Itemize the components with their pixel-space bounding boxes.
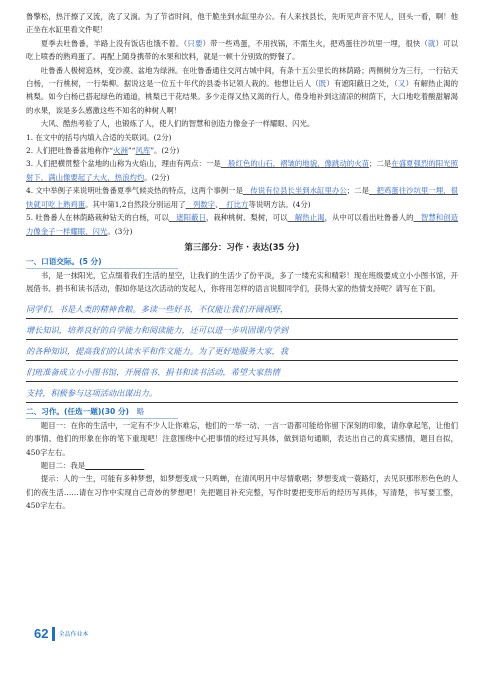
answer-q5-3: 智慧和创造力像金子一样耀眼、闪光 bbox=[26, 213, 458, 236]
answer-q3-1: 般红色的山石，褶皱的地貌，像跳动的火苗 bbox=[220, 159, 370, 169]
answer-line: 们班准备成立小小图书馆，开展借书、捐书和读书活动，希望大家热情 bbox=[26, 361, 458, 382]
question-2: 2. 人们把吐鲁番盆地称作“火洲”“风库”。(2分) bbox=[26, 146, 180, 156]
answer-q5-2: 解热止渴 bbox=[287, 213, 325, 223]
oral-communication-heading: 一、口语交际。(5 分) bbox=[26, 256, 178, 269]
question-1: 1. 在文中的括号内填入合适的关联词。(2分) bbox=[26, 132, 172, 142]
topic-2-blank bbox=[85, 461, 144, 470]
answer-q4-2: 把鸡蛋往沙坑里一埋，很快就可吃上熟鸡蛋 bbox=[26, 186, 458, 209]
question-4: 4. 文中举例子来说明吐鲁番夏季气候炎热的特点，这两个事例一是 传说有位县长坐到水缸里办公；二是 把鸡蛋往沙坑里一埋，很快就可吃上熟鸡蛋。其中第1,2自然段分别运用了 列数字、 打比方等说明方法。(4分) bbox=[26, 186, 458, 209]
reading-paragraph-3: 吐鲁番人极树造林，变沙漠、盆地为绿洲。在吐鲁番通往交河古城中间，有条十五公里长的林荫路；两侧树分为三行，一行钻天白杨，一行桃树，一行柴柳。据说这是一位五十年代的县委书记领人栽的。他想让后人（既）有遮阳蔽日之处，（又）有解热止渴的桃梨。如今白杨已搭起绿色的通道，桃梨已干花结果。多少走得又热又渴的行人，倦身地补到这清凉的树荫下，大口地吃着酸甜解渴的水果，诶是多么感激这些不知名的种树人啊！ bbox=[26, 65, 458, 115]
oral-answer-lines bbox=[26, 298, 458, 403]
reading-paragraph-2: 夏季去吐鲁番，羊路上没有饭店也饿不着。（只要）带一些鸡蛋，不用找锅，不需生火，把鸡蛋往沙坑里一埋，很快（就）可以吃上喷香的熟鸡蛋了。再配上随身携带的水果和饮料，就是一顿十分别致的野餐了。 bbox=[26, 38, 458, 62]
composition-topic-1: 题目一：在你的生活中，一定有不少人让你难忘，他们的一举一动、一言一语都可能给你留下深刻的印象，请你拿起笔，让他们的事情、他们的形象在你的笔下重现吧！注意围绕中心把事情的经过写具体，做到语句通顺，表达出自己的真实感情，题目自拟，450字左右。 bbox=[26, 420, 458, 457]
answer-q2-2: 风库 bbox=[135, 146, 151, 156]
composition-mark: 略 bbox=[136, 406, 145, 416]
answer-blank-p3-2: 又 bbox=[397, 79, 406, 89]
composition-heading: 二、习作。(任选一题)(30 分) 略 bbox=[26, 406, 178, 419]
answer-q3-2: 在盛夏强烈的阳光照射下，满山像要起了大火，热浪灼灼 bbox=[26, 159, 458, 182]
reading-paragraph-1: 鲁擎松，热汗擦了又流，洗了又淌。为了节省时间，他干脆坐到水缸里办公。有人来找县长，先听见声音不见人，回头一看，啊！他正坐在水缸里看文件呢！ bbox=[26, 12, 458, 35]
answer-blank-p2-2: 就 bbox=[427, 38, 436, 48]
answer-line: 同学们，书是人类的精神食粮。多读一些好书，不仅能让我们开阔视野， bbox=[26, 298, 458, 319]
page-number: 62 bbox=[34, 626, 49, 641]
answer-q4-3: 列数字 bbox=[185, 199, 216, 209]
answer-q5-1: 遮阳蔽日 bbox=[168, 213, 206, 223]
answer-blank-p3-1: 既 bbox=[318, 79, 327, 89]
composition-topic-2-tip: 提示：人的一生，可能有多种梦想，如梦想变成一只鸣蝉，在清风明月中尽情歌唱；梦想变成一蓑路灯，去见识那形形色色的人们的夜生活……请在习作中实现自己奇妙的梦想吧！先把题目补充完整，写作时要把变形后的经历写具体，写清楚，书写要工整，450字左右。 bbox=[26, 474, 458, 511]
answer-q4-1: 传说有位县长坐到水缸里办公 bbox=[243, 186, 347, 196]
workbook-page bbox=[26, 10, 458, 513]
oral-prompt: 书，是一抹阳光，它点缀着我们生活的星空，让我们的生活少了份平淡，多了一缕充实和精彩！现在班级要成立小小图书馆，开展借书、捐书和读书活动，假如你是这次活动的发起人，你将用怎样的语言说服同学们，获得大家的热情支持呢？请写在下面。 bbox=[26, 270, 458, 294]
answer-q4-4: 打比方 bbox=[218, 199, 249, 209]
answer-line: 支持，积极参与这项活动出谋出力。 bbox=[26, 382, 458, 403]
page-footer bbox=[34, 626, 88, 641]
page-divider bbox=[52, 627, 55, 641]
composition-topic-2: 题目二：我是 bbox=[26, 459, 458, 472]
question-5: 5. 吐鲁番人在林荫路栽种钻天的白杨，可以 遮阳蔽日，栽种桃树、梨树，可以 解热止渴，从中可以看出吐鲁番人的 智慧和创造力像金子一样耀眼、闪光。(3分) bbox=[26, 213, 458, 236]
answer-line: 增长知识，培养良好的自学能力和阅读能力，还可以进一步巩固课内学到 bbox=[26, 319, 458, 340]
section-3-title: 第三部分：习作 · 表达(35 分) bbox=[184, 241, 300, 252]
book-title: 全品作业本 bbox=[58, 631, 89, 638]
answer-q2-1: 火洲 bbox=[113, 146, 128, 156]
answer-line: 的各种知识，提高我们的认读水平和作文能力。为了更好地服务大家，我 bbox=[26, 340, 458, 361]
question-3: 3. 人们把横贯整个盆地的山称为火焰山，理由有两点：一是 般红色的山石，褶皱的地貌，像跳动的火苗；二是在盛夏强烈的阳光照射下，满山像要起了大火，热浪灼灼。(2分) bbox=[26, 159, 458, 182]
reading-paragraph-4: 大风、酷热考验了人，也锻炼了人，使人们的智慧和创造力像金子一样耀眼、闪光。 bbox=[40, 119, 315, 129]
answer-blank-p2-1: 只要 bbox=[187, 38, 203, 48]
